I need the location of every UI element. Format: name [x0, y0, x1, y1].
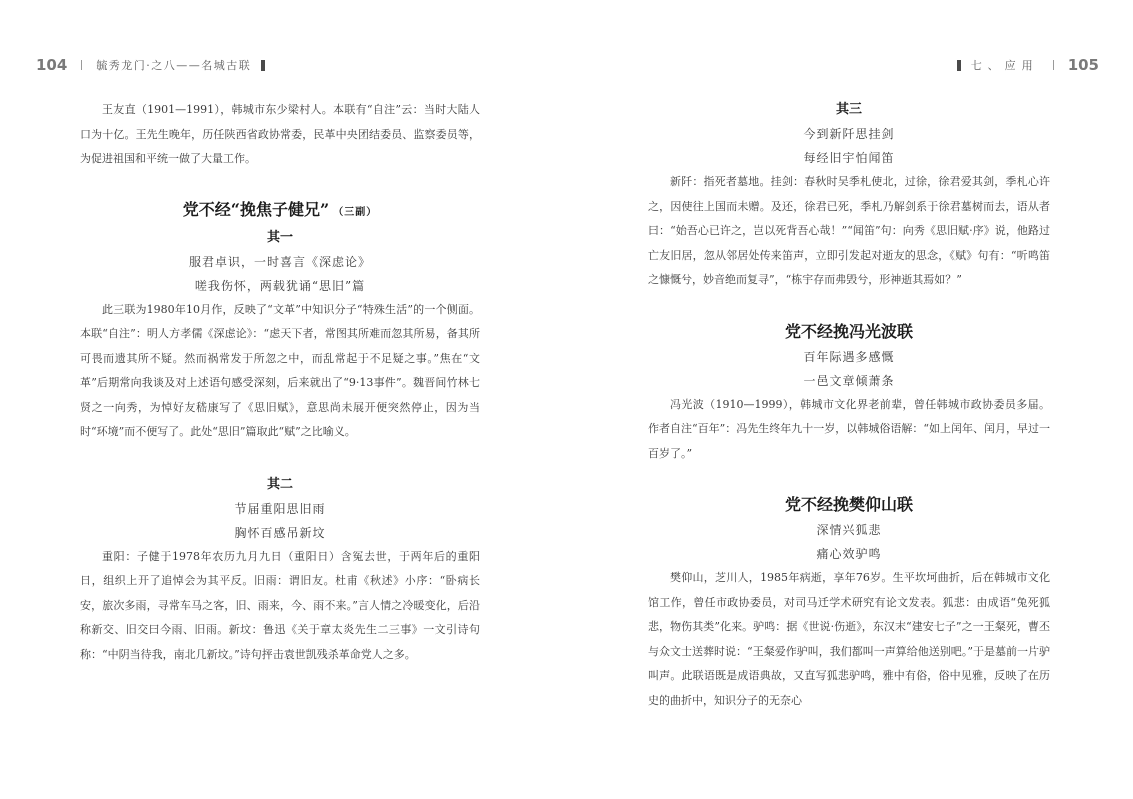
- section3-couplet-line2: 痛心效驴鸣: [816, 547, 882, 561]
- section3-title: 党不经挽樊仰山联: [784, 495, 913, 514]
- section2-couplet-line1: 百年际遇多感慨: [803, 349, 895, 364]
- left-running-header: [36, 55, 275, 75]
- part1-couplet-line1: 服君卓识，一时喜言《深虑论》: [188, 254, 371, 269]
- part1-couplet-line2: 嗟我伤怀，两载犹诵“思旧”篇: [194, 278, 366, 293]
- header-marker: [957, 60, 961, 71]
- section2-couplet-line2: 一邑文章倾萧条: [803, 373, 895, 388]
- right-page: [567, 0, 1133, 799]
- part3-couplet-line2: 每经旧宇怕闻笛: [803, 151, 895, 165]
- left-page-number: 104: [36, 56, 68, 74]
- right-running-title: 七、应用: [970, 59, 1039, 72]
- intro-paragraph: 王友直（1901—1991），韩城市东少梁村人。本联有“自注”云：当时大陆人口为十亿。王先生晚年，历任陕西省政协常委，民革中央团结委员、监察委员等，为促进祖国和平统一做了大量工作。: [80, 103, 480, 165]
- part1-heading: 其一: [266, 229, 293, 245]
- left-running-title: 毓秀龙门·之八——名城古联: [96, 59, 252, 72]
- section-title-text: 党不经“挽焦子健兄”: [182, 199, 330, 219]
- right-running-header: [947, 55, 1099, 75]
- header-divider: [81, 60, 82, 70]
- header-divider: [1053, 60, 1054, 70]
- part3-heading: 其三: [835, 102, 862, 117]
- part2-heading: 其二: [266, 476, 293, 492]
- right-page-body: [648, 98, 1050, 713]
- part2-couplet-line2: 胸怀百感吊新坟: [234, 525, 326, 540]
- left-page-body: [80, 98, 480, 667]
- header-marker: [261, 60, 265, 71]
- part3-couplet-line1: 今到新阡思挂剑: [803, 127, 895, 141]
- part3-paragraph: 新阡：指死者墓地。挂剑：春秋时吴季札使北，过徐，徐君爱其剑，季札心许之，因使往上国而未赠。及还，徐君已死，季札乃解剑系于徐君墓树而去，语从者曰：“始吾心已许之，岂以死背吾心哉！”“闻笛”句：向秀《思旧赋·序》说，他路过亡友旧居，忽从邻居处传来笛声，立即引发起对逝友的思念，《赋》句有：“听鸣笛之慷慨兮，妙音绝而复寻”，“栋宇存而弗毁兮，形神逝其焉如？”: [648, 175, 1050, 286]
- part2-couplet-line1: 节届重阳思旧雨: [234, 501, 326, 516]
- section3-paragraph: 樊仰山，芝川人，1985年病逝，享年76岁。生平坎坷曲折，后在韩城市文化馆工作，曾任市政协委员，对司马迁学术研究有论文发表。狐悲：由成语“兔死狐悲，物伤其类”化来。驴鸣：据《世说·伤逝》，东汉末“建安七子”之一王粲死，曹丕与众文士送葬时说：“王粲爱作驴叫，我们都叫一声算给他送别吧。”于是墓前一片驴叫声。此联语既是成语典故，又直写狐悲驴鸣，雅中有俗，俗中见雅，反映了在历史的曲折中，知识分子的无奈心: [648, 571, 1050, 707]
- right-page-number: 105: [1067, 56, 1099, 74]
- section3-couplet-line1: 深情兴狐悲: [816, 523, 882, 537]
- section2-paragraph: 冯光波（1910—1999），韩城市文化界老前辈，曾任韩城市政协委员多届。作者自注“百年”：冯先生终年九十一岁，以韩城俗语解：“如上闰年、闰月，早过一百岁了。”: [648, 397, 1050, 460]
- left-page: [0, 0, 566, 799]
- part1-paragraph: 此三联为1980年10月作，反映了“文革”中知识分子“特殊生活”的一个侧面。本联“自注”：明人方孝儒《深虑论》：“虑天下者，常图其所难而忽其所易，备其所可畏而遗其所不疑。然而祸常发于所忽之中，而乱常起于不足疑之事。”焦在“文革”后期常向我谈及对上述语句感受深刻，后来就出了“9·13事件”。魏晋间竹林七贤之一向秀，为悼好友嵇康写了《思旧赋》，意思尚未展开便突然停止，因为当时“环境”而不便写了。此处“思旧”篇取此“赋”之比喻义。: [80, 302, 480, 438]
- section-title: [80, 197, 480, 226]
- part2-paragraph: 重阳：子健于1978年农历九月九日（重阳日）含冤去世，于两年后的重阳日，组织上开了追悼会为其平反。旧雨：谓旧友。杜甫《秋述》小序：“卧病长安，旅次多雨，寻常车马之客，旧、雨来，今、雨不来。”言人情之冷暖变化，后沿称新交、旧交曰今雨、旧雨。新坟：鲁迅《关于章太炎先生二三事》一文引诗句称：“中阴当待我，南北几新坟。”诗句抨击袁世凯残杀革命党人之多。: [80, 549, 480, 661]
- section2-title: 党不经挽冯光波联: [784, 321, 913, 341]
- section-subtitle: （三副）: [333, 206, 378, 218]
